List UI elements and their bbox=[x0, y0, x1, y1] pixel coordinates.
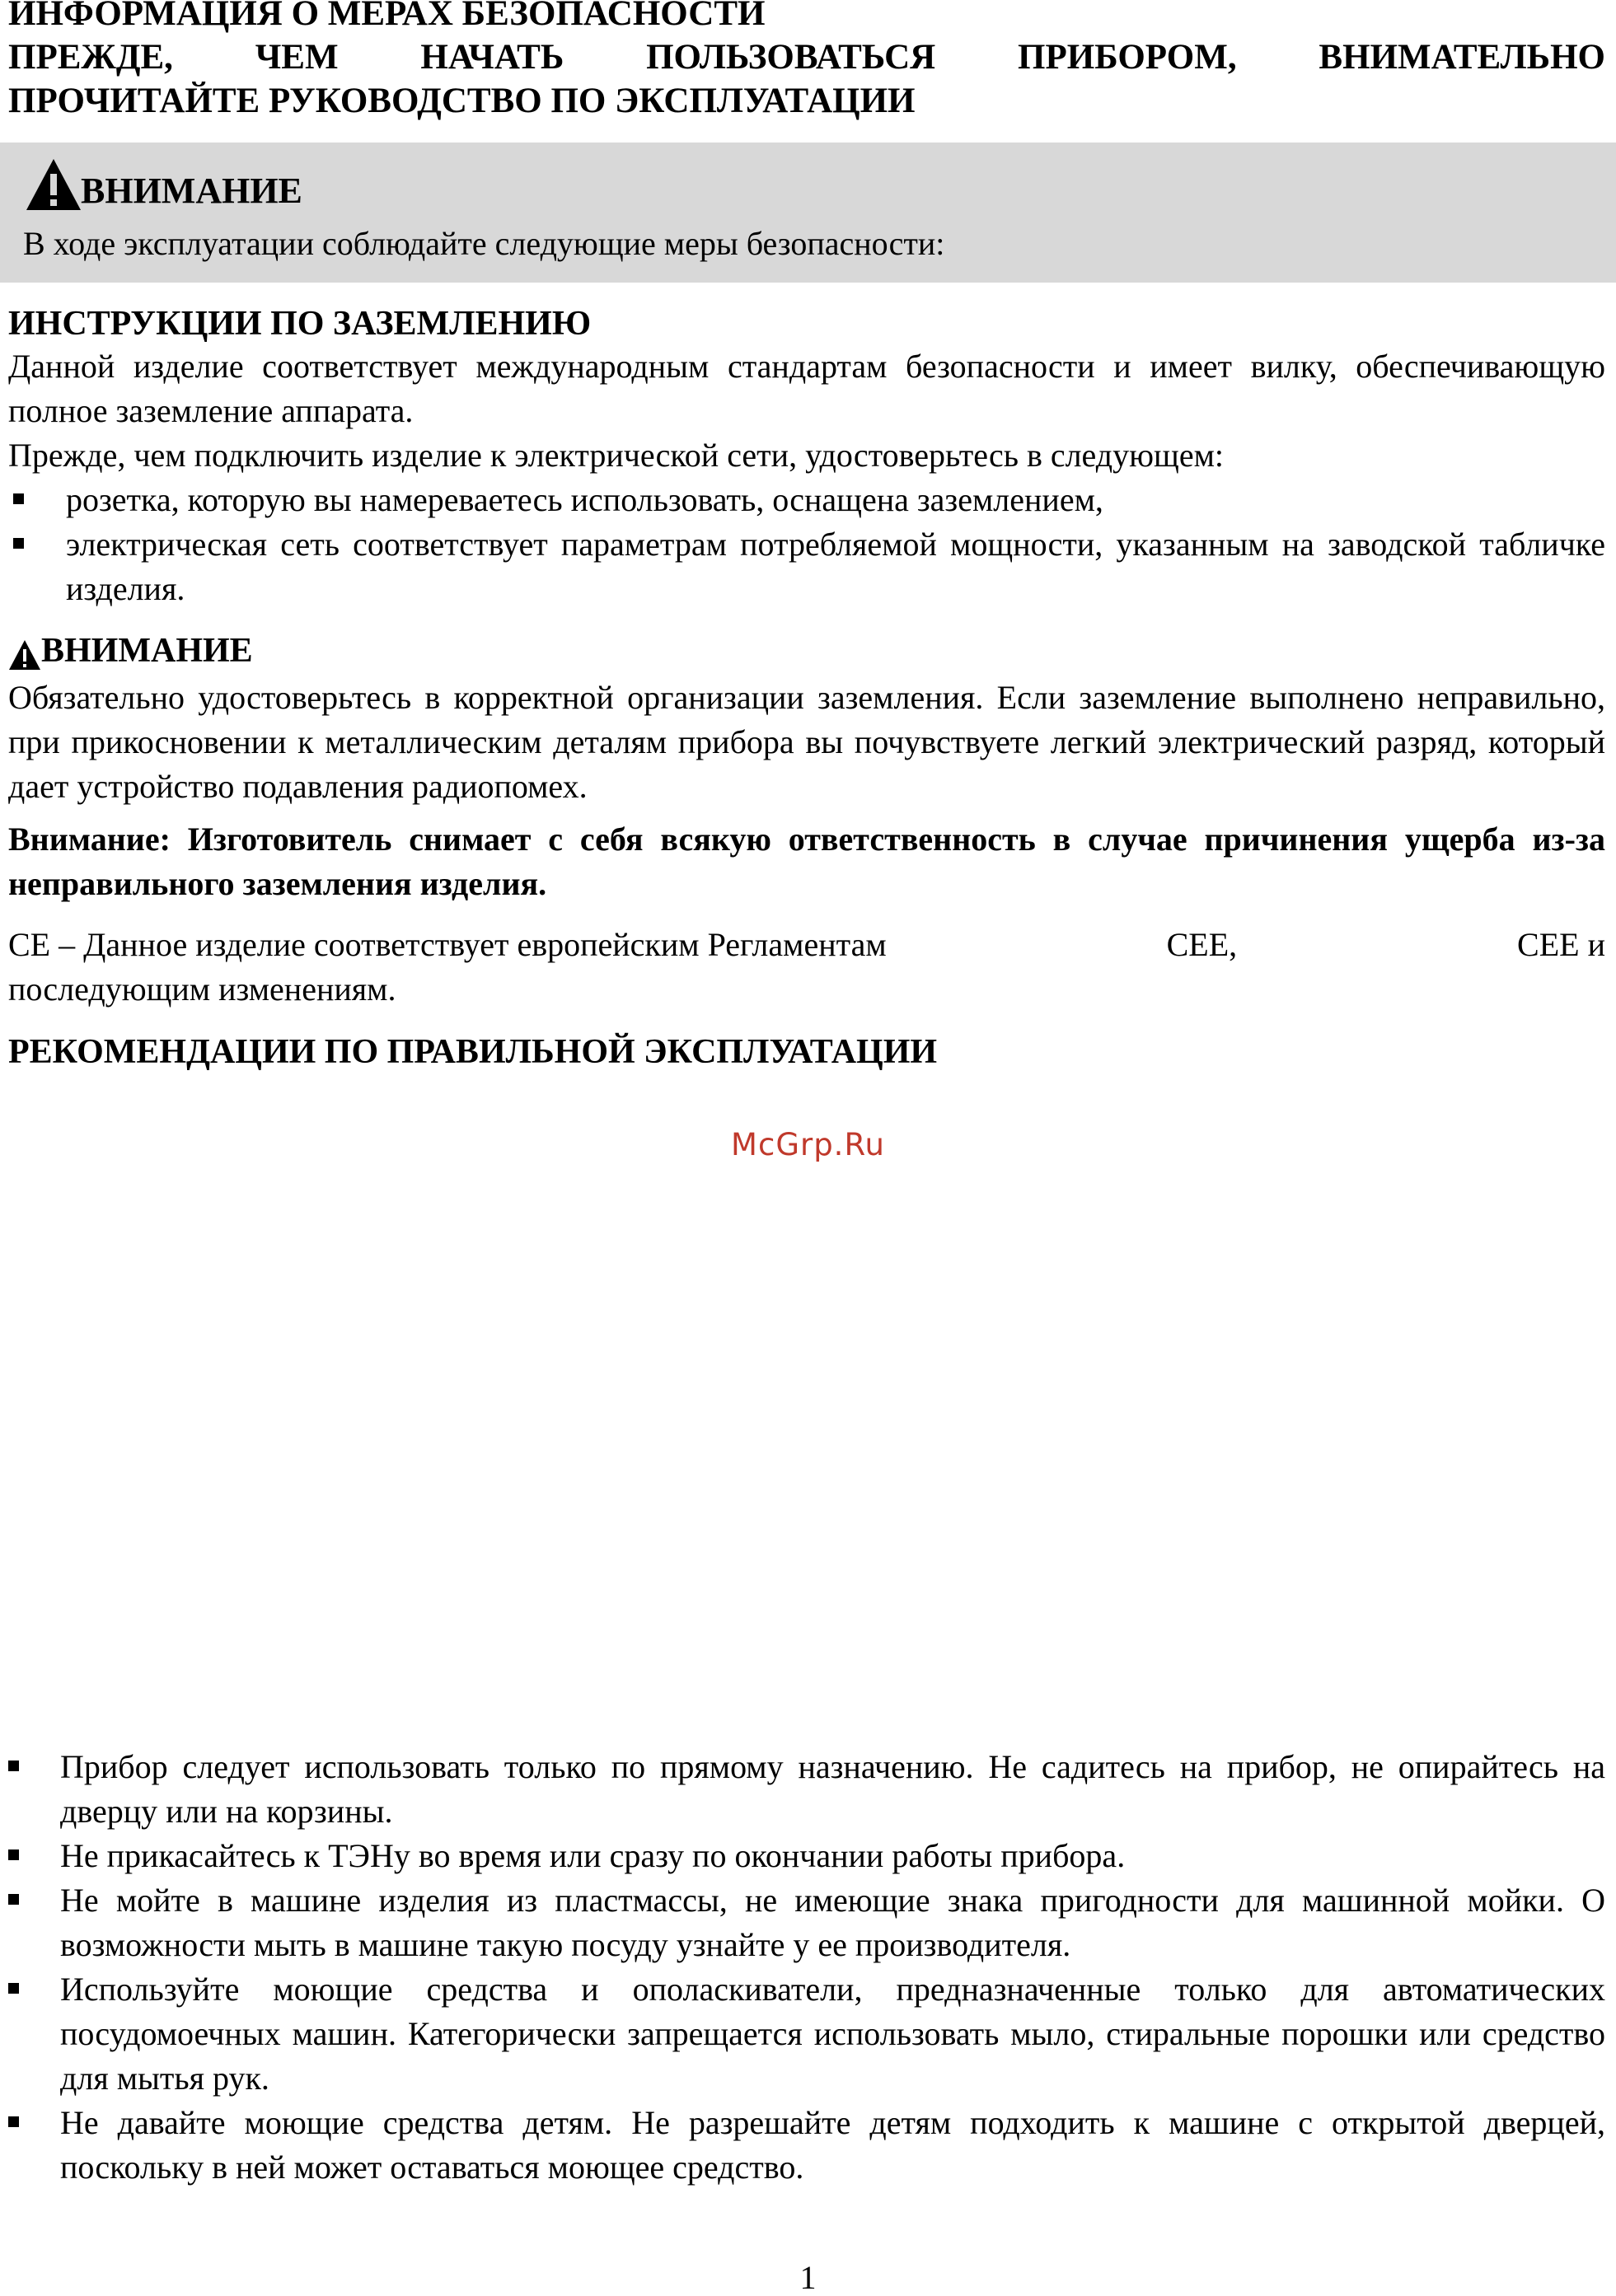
bullet-square-icon bbox=[8, 1894, 19, 1905]
document-header bbox=[8, 0, 1605, 123]
ce-directive-2: CEE и bbox=[1517, 926, 1605, 963]
attention-callout bbox=[0, 143, 1616, 283]
callout-text: В ходе эксплуатации соблюдайте следующие меры безопасности: bbox=[23, 225, 945, 262]
grounding-paragraph-2: Прежде, чем подключить изделие к электрической сети, удостоверьтесь в следующем: bbox=[8, 437, 1224, 474]
list-item: Не мойте в машине изделия из пластмассы, не имеющие знака пригодности для машинной мойки. О возможности мыть в машине такую посуду узнайте у ее производителя. bbox=[8, 1878, 1605, 1967]
warning-triangle-icon bbox=[25, 157, 82, 212]
ce-text-continued: последующим изменениям. bbox=[8, 970, 396, 1008]
warning-text: Обязательно удостоверьтесь в корректной организации заземления. Если заземление выполнено неправильно, при прикосновении к металлическим деталям прибора вы почувствуете легкий электрический разряд, который дает устройство подавления радиопомех. bbox=[8, 679, 1605, 805]
bullet-square-icon bbox=[8, 1761, 19, 1771]
recommendations-list bbox=[8, 1745, 1605, 2190]
callout-title bbox=[25, 157, 302, 212]
grounding-checklist bbox=[8, 478, 1605, 611]
list-item: Используйте моющие средства и ополаскиватели, предназначенные только для автоматических посудомоечных машин. Категорически запрещается использовать мыло, стиральные порошки или средство для мытья рук. bbox=[8, 1967, 1605, 2101]
warning-heading: ВНИМАНИЕ bbox=[41, 632, 253, 670]
list-item: Прибор следует использовать только по прямому назначению. Не садитесь на прибор, не опирайтесь на дверцу или на корзины. bbox=[8, 1745, 1605, 1834]
header-title: ИНФОРМАЦИЯ О МЕРАХ БЕЗОПАСНОСТИ bbox=[8, 0, 766, 33]
bullet-square-icon bbox=[8, 1983, 19, 1994]
list-item: электрическая сеть соответствует параметрам потребляемой мощности, указанным на заводской табличке изделия. bbox=[8, 522, 1605, 611]
recommendations-heading: РЕКОМЕНДАЦИИ ПО ПРАВИЛЬНОЙ ЭКСПЛУАТАЦИИ bbox=[8, 1033, 938, 1071]
recommendations-heading-wrap bbox=[8, 1031, 1605, 1073]
ce-text: CE – Данное изделие соответствует европейским Регламентам bbox=[8, 926, 887, 963]
watermark: McGrp.Ru bbox=[731, 1127, 885, 1162]
header-instruction-line-2: ПРОЧИТАЙТЕ РУКОВОДСТВО ПО ЭКСПЛУАТАЦИИ bbox=[8, 82, 916, 120]
bullet-square-icon bbox=[13, 493, 24, 504]
ce-directive-1: CEE, bbox=[1166, 926, 1238, 963]
callout-heading: ВНИМАНИЕ bbox=[81, 171, 302, 211]
ce-compliance bbox=[8, 923, 1605, 1012]
bullet-square-icon bbox=[8, 1849, 19, 1860]
bullet-square-icon bbox=[8, 2116, 19, 2127]
liability-notice: Внимание: Изготовитель снимает с себя всякую ответственность в случае причинения ущерба из-за неправильного заземления изделия. bbox=[8, 821, 1605, 902]
grounding-heading: ИНСТРУКЦИИ ПО ЗАЗЕМЛЕНИЮ bbox=[8, 305, 592, 343]
recommendations-section bbox=[8, 1745, 1605, 2190]
list-item: розетка, которую вы намереваетесь использовать, оснащена заземлением, bbox=[8, 478, 1605, 522]
list-item: Не прикасайтесь к ТЭНу во время или сразу по окончании работы прибора. bbox=[8, 1834, 1605, 1878]
warning-triangle-icon bbox=[8, 639, 41, 671]
bullet-square-icon bbox=[13, 538, 24, 549]
header-instruction-line-1: ПРЕЖДЕ, ЧЕМ НАЧАТЬ ПОЛЬЗОВАТЬСЯ ПРИБОРОМ, ВНИМАТЕЛЬНО bbox=[8, 38, 1605, 77]
grounding-warning-section bbox=[8, 631, 1605, 906]
page-number: 1 bbox=[799, 2259, 817, 2296]
warning-title bbox=[8, 631, 1605, 671]
grounding-paragraph-1: Данной изделие соответствует международным стандартам безопасности и имеет вилку, обеспечивающую полное заземление аппарата. bbox=[8, 348, 1605, 429]
ce-line bbox=[8, 923, 1605, 967]
list-item: Не давайте моющие средства детям. Не разрешайте детям подходить к машине с открытой дверцей, поскольку в ней может оставаться моющее средство. bbox=[8, 2101, 1605, 2190]
grounding-section bbox=[8, 303, 1605, 611]
